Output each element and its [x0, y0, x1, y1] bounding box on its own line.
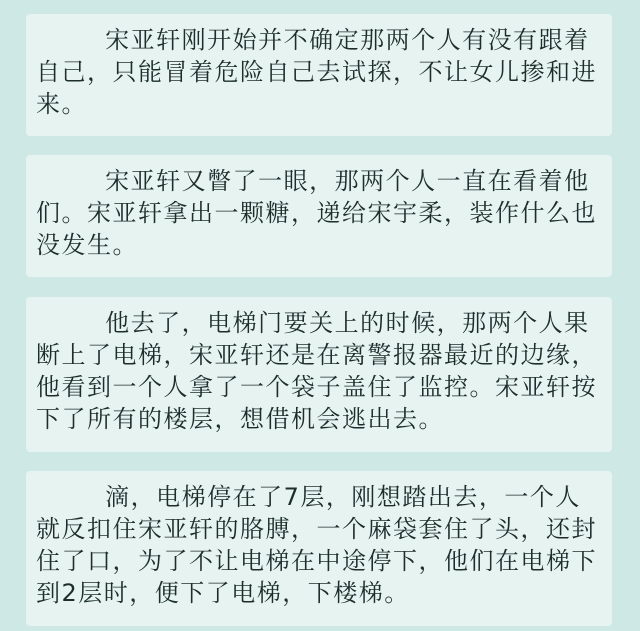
paragraph-card-1	[26, 14, 612, 136]
paragraph-card-3	[26, 297, 612, 452]
paragraph-text-2: 宋亚轩又瞥了一眼，那两个人一直在看着他们。宋亚轩拿出一颗糖，递给宋宇柔，装作什么也没发生。	[36, 167, 597, 259]
paragraph-text-1: 宋亚轩刚开始并不确定那两个人有没有跟着自己，只能冒着危险自己去试探，不让女儿掺和进来。	[36, 26, 597, 118]
paragraph-card-2	[26, 155, 612, 277]
paragraph-card-4	[26, 471, 612, 626]
paragraph-text-3: 他去了，电梯门要关上的时候，那两个人果断上了电梯，宋亚轩还是在离警报器最近的边缘，他看到一个人拿了一个袋子盖住了监控。宋亚轩按下了所有的楼层，想借机会逃出去。	[36, 309, 597, 433]
paragraph-text-4: 滴，电梯停在了7层，刚想踏出去，一个人就反扣住宋亚轩的胳膊，一个麻袋套住了头，还封住了口，为了不让电梯在中途停下，他们在电梯下到2层时，便下了电梯，下楼梯。	[36, 483, 597, 607]
